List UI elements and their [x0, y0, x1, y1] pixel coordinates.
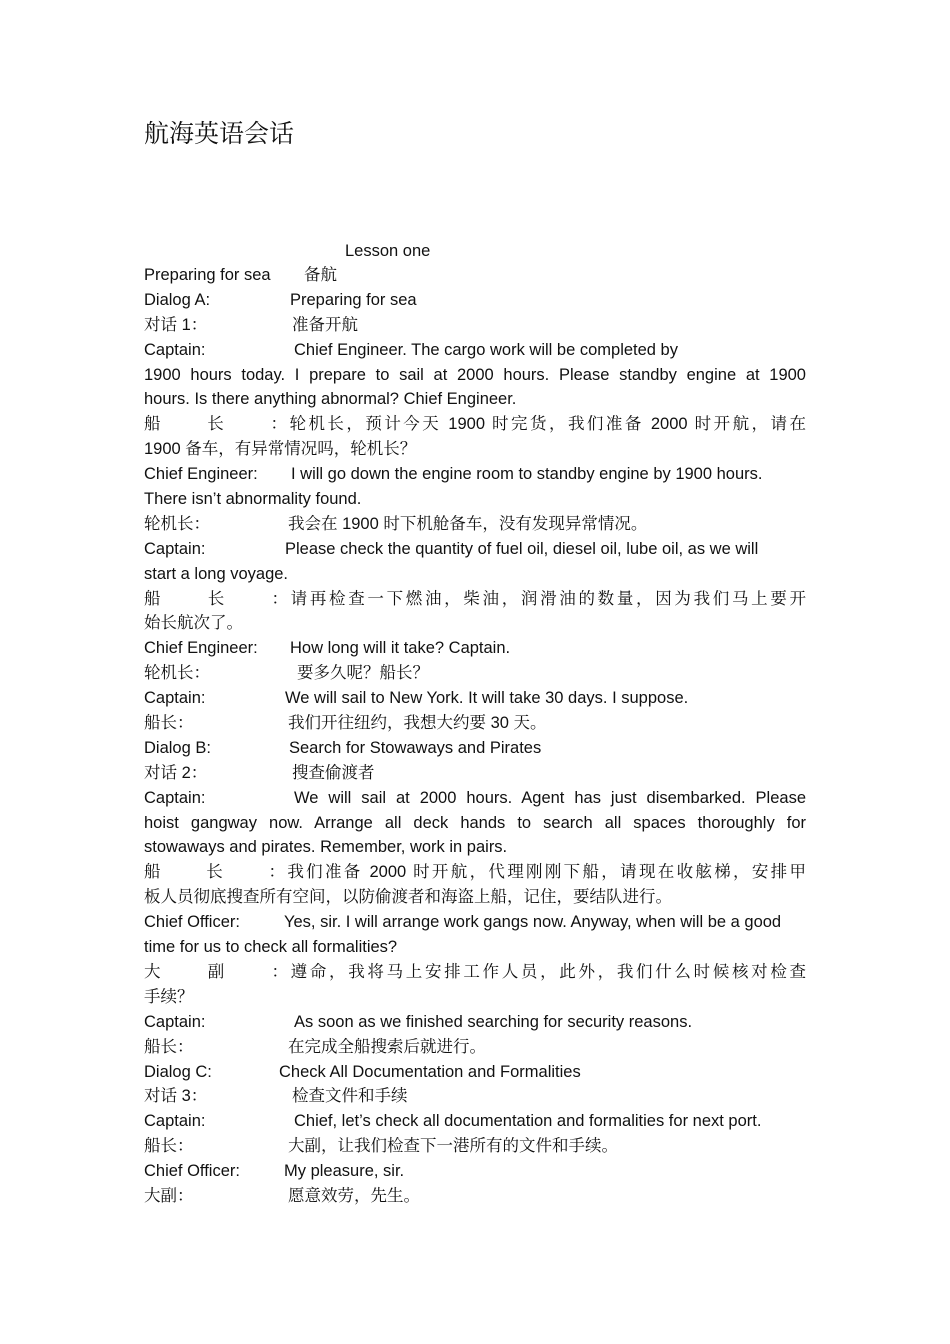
speaker-label: 船长： — [144, 863, 285, 882]
line-text: 我们开往纽约，我想大约要 30 天。 — [288, 714, 547, 733]
line-text: 大副，让我们检查下一港所有的文件和手续。 — [288, 1137, 618, 1156]
line-text: As soon as we finished searching for security reasons. — [294, 1012, 693, 1031]
dialog-line — [144, 960, 806, 985]
dialog-line — [144, 338, 806, 363]
dialog-line — [144, 1159, 806, 1184]
dialog-line — [144, 412, 806, 437]
document-title: 航海英语会话 — [144, 119, 295, 148]
speaker-label: Captain: — [144, 340, 206, 359]
speaker-label: Captain: — [144, 788, 206, 807]
line-text: 我们准备 2000 时开航，代理刚刚下船，请现在收舷梯，安排甲 — [285, 863, 806, 882]
dialog-line — [144, 1084, 806, 1109]
dialog-line — [144, 910, 806, 935]
dialog-line — [144, 313, 806, 338]
speaker-label: Dialog A: — [144, 290, 211, 309]
dialog-line — [144, 587, 806, 612]
speaker-label: Captain: — [144, 539, 206, 558]
speaker-label: Captain: — [144, 1112, 206, 1131]
line-text: There isn’t abnormality found. — [144, 490, 362, 509]
speaker-label: 对话 1： — [144, 315, 208, 334]
speaker-label: Preparing for sea — [144, 266, 271, 284]
line-text: I will go down the engine room to standby engine by 1900 hours. — [291, 465, 763, 484]
dialog-line — [144, 661, 806, 686]
dialog-line — [144, 935, 806, 960]
line-text: Yes, sir. I will arrange work gangs now. Anyway, when will be a good — [284, 913, 782, 932]
dialog-line — [144, 786, 806, 811]
dialog-line — [144, 1134, 806, 1159]
dialog-line — [144, 860, 806, 885]
dialog-line — [144, 885, 806, 910]
line-text: 轮机长，预计今天 1900 时完货，我们准备 2000 时开航，请在 — [287, 415, 806, 434]
dialog-line — [144, 1060, 806, 1085]
line-text: How long will it take? Captain. — [290, 639, 511, 658]
line-text: 愿意效劳，先生。 — [288, 1186, 420, 1205]
dialog-line — [144, 761, 806, 786]
line-text: 遵命，我将马上安排工作人员，此外，我们什么时候核对检查 — [288, 962, 806, 981]
line-text: Chief, let’s check all documentation and formalities for next port. — [294, 1112, 762, 1131]
dialog-line — [144, 611, 806, 636]
line-text: 始长航次了。 — [144, 614, 243, 633]
line-text: 1900 hours today. I prepare to sail at 2000 hours. Please standby engine at 1900 — [144, 365, 806, 384]
speaker-label: 对话 3： — [144, 1087, 208, 1106]
speaker-label: 轮机长： — [144, 514, 210, 533]
dialog-line — [144, 835, 806, 860]
line-text: 准备开航 — [292, 315, 358, 334]
line-text: Search for Stowaways and Pirates — [289, 738, 542, 757]
line-text: 搜查偷渡者 — [292, 763, 375, 782]
dialog-line — [144, 562, 806, 587]
line-text: 要多久呢？船长？ — [297, 664, 429, 683]
dialog-line — [144, 1184, 806, 1209]
dialog-line — [144, 263, 806, 288]
line-text: 请再检查一下燃油，柴油，润滑油的数量，因为我们马上要开 — [288, 589, 806, 608]
speaker-label: 船长： — [144, 1137, 194, 1156]
speaker-label: Captain: — [144, 1012, 206, 1031]
speaker-label: 轮机长： — [144, 664, 210, 683]
speaker-label: Chief Engineer: — [144, 465, 258, 484]
line-text: Please check the quantity of fuel oil, diesel oil, lube oil, as we will — [285, 539, 759, 558]
dialog-line — [144, 1010, 806, 1035]
line-text: 在完成全船搜索后就进行。 — [288, 1037, 486, 1056]
line-text: time for us to check all formalities? — [144, 938, 398, 957]
dialog-line — [144, 711, 806, 736]
dialog-line — [144, 537, 806, 562]
speaker-label: Chief Engineer: — [144, 639, 258, 658]
dialog-line — [144, 363, 806, 388]
line-text: My pleasure, sir. — [284, 1162, 405, 1181]
speaker-label: Chief Officer: — [144, 913, 240, 932]
line-text: We will sail to New York. It will take 30 days. I suppose. — [285, 689, 689, 708]
dialog-line — [144, 1035, 806, 1060]
dialog-line — [144, 811, 806, 836]
speaker-label: 船长： — [144, 415, 287, 434]
dialog-line — [144, 462, 806, 487]
dialog-line — [144, 636, 806, 661]
line-text: stowaways and pirates. Remember, work in pairs. — [144, 838, 508, 857]
speaker-label: 船长： — [144, 1037, 194, 1056]
speaker-label: 大副： — [144, 1186, 194, 1205]
dialog-line — [144, 512, 806, 537]
line-text: Preparing for sea — [290, 290, 417, 309]
dialog-line — [144, 288, 806, 313]
dialog-line — [144, 686, 806, 711]
line-text: We will sail at 2000 hours. Agent has just disembarked. Please — [294, 788, 806, 807]
dialog-line — [144, 387, 806, 412]
speaker-label: Captain: — [144, 689, 206, 708]
speaker-label: 船长： — [144, 589, 288, 608]
speaker-label: Dialog C: — [144, 1062, 212, 1081]
line-text: 备航 — [304, 266, 337, 284]
line-text: hours. Is there anything abnormal? Chief Engineer. — [144, 390, 517, 409]
line-text: 手续？ — [144, 987, 194, 1006]
dialog-line — [144, 487, 806, 512]
line-text: 1900 备车，有异常情况吗，轮机长？ — [144, 440, 417, 459]
line-text: 检查文件和手续 — [292, 1087, 408, 1106]
speaker-label: 对话 2： — [144, 763, 208, 782]
dialog-line — [144, 736, 806, 761]
line-text: hoist gangway now. Arrange all deck hands to search all spaces thoroughly for — [144, 813, 806, 832]
speaker-label: 大副： — [144, 962, 288, 981]
dialog-line — [144, 985, 806, 1010]
speaker-label: Dialog B: — [144, 738, 211, 757]
dialog-line — [144, 437, 806, 462]
dialog-line — [144, 1109, 806, 1134]
line-text: 我会在 1900 时下机舱备车，没有发现异常情况。 — [288, 514, 648, 533]
line-text: Check All Documentation and Formalities — [279, 1062, 581, 1081]
lesson-heading: Lesson one — [345, 242, 431, 260]
line-text: Chief Engineer. The cargo work will be completed by — [294, 340, 678, 359]
line-text: start a long voyage. — [144, 564, 289, 583]
dialog-body — [144, 263, 806, 1209]
line-text: 板人员彻底搜查所有空间，以防偷渡者和海盗上船，记住，要结队进行。 — [144, 888, 672, 907]
speaker-label: Chief Officer: — [144, 1162, 240, 1181]
speaker-label: 船长： — [144, 714, 194, 733]
